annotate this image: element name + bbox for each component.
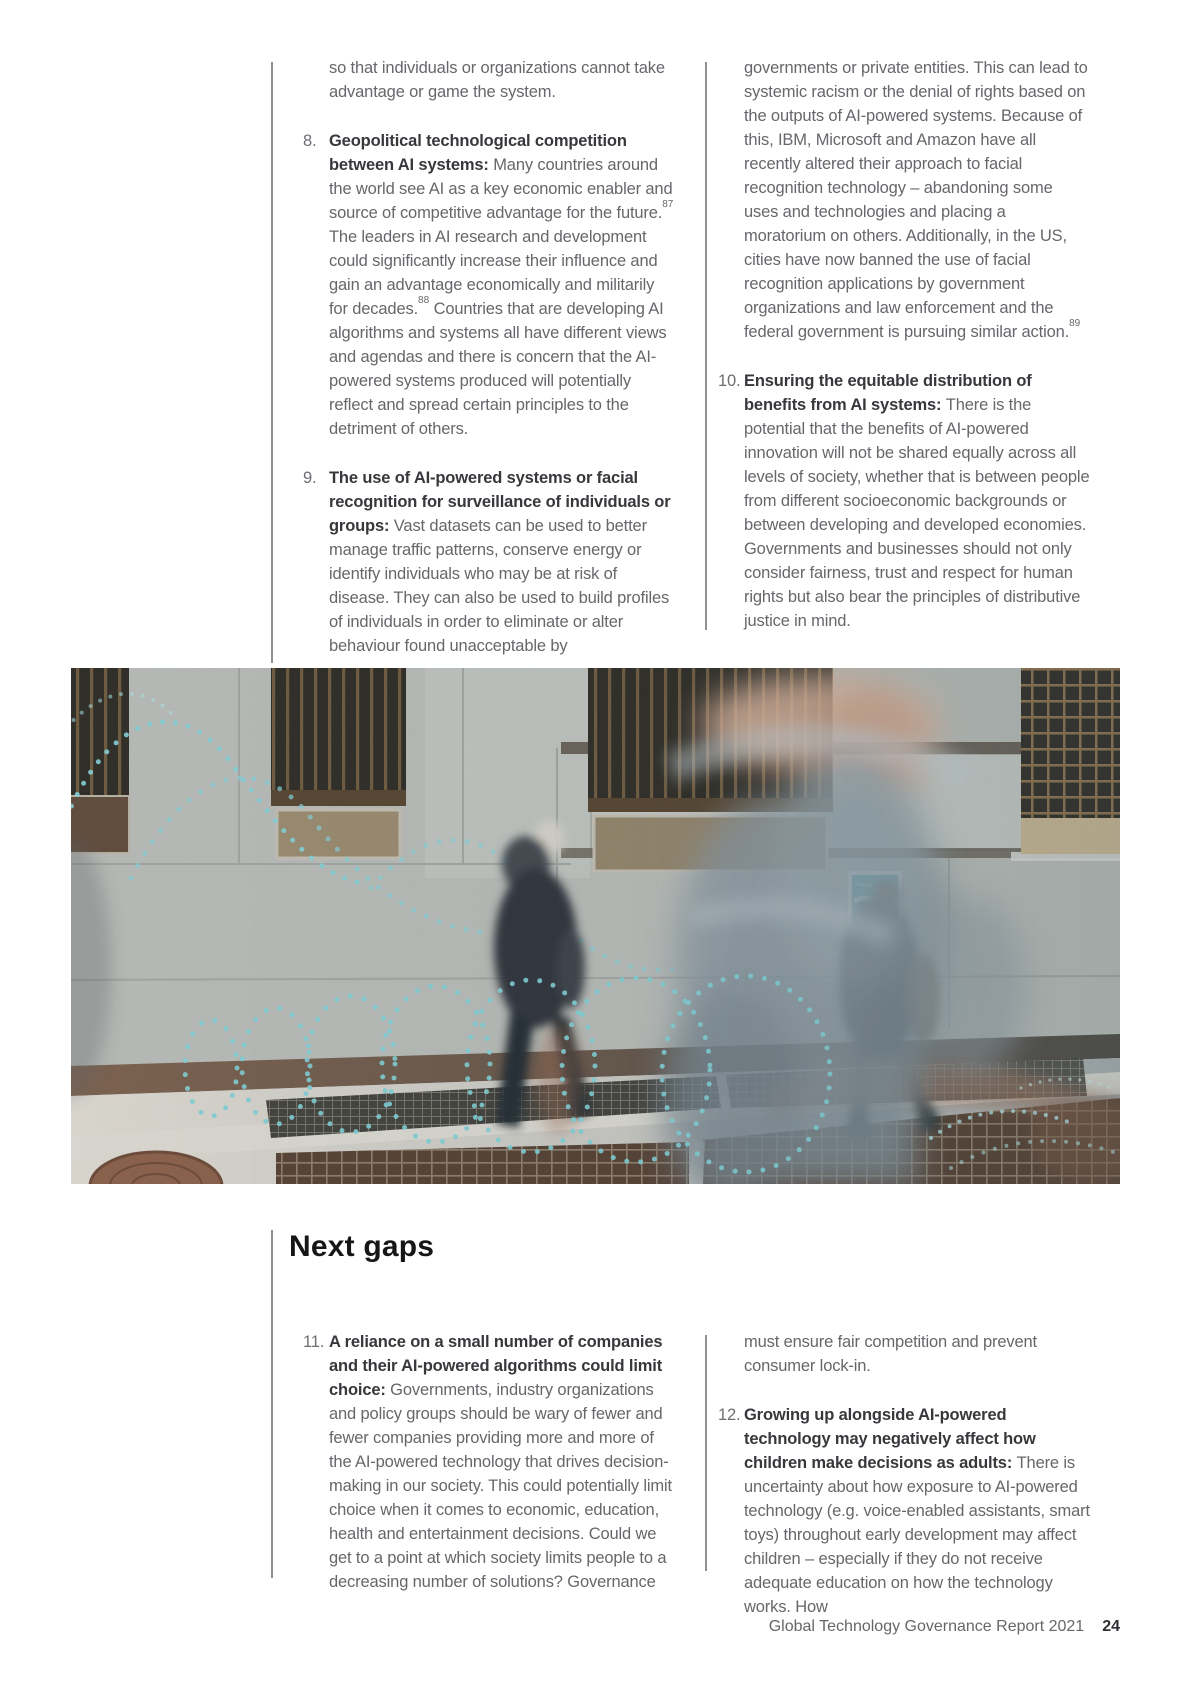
street-photo [71, 668, 1120, 1184]
bottom-left-column [303, 1330, 675, 1594]
top-right-column [718, 56, 1090, 633]
body-text: must ensure fair competition and prevent consumer lock-in. [744, 1333, 1037, 1375]
body-text: so that individuals or organizations cannot take advantage or game the system. [329, 59, 665, 101]
item-lead: Growing up alongside AI-powered technology may negatively affect how children make decisions as adults: [744, 1406, 1036, 1472]
body-text: Growing up alongside AI-powered technology may negatively affect how children make decisions as adults: There is uncertainty about how exposure to AI-powered technology (e.g. voice-enabled assistants, smart toys) throughout early development may affect children – especially if they do not receive adequate education on how the technology works. How [744, 1406, 1090, 1616]
section-heading-rule [271, 1230, 273, 1578]
body-text: Geopolitical technological competition between AI systems: Many countries around the world see AI as a key economic enabler and source of competitive advantage for the future.$^{87}$ The leaders in AI research and development could significantly increase their influence and gain an advantage economically and militarily for decades.$^{88}$ Countries that are developing AI algorithms and systems all have different views and agendas and there is concern that the AI-powered systems produced will potentially reflect and spread certain principles to the detriment of others. [329, 132, 674, 438]
footnote-reference: 87 [662, 198, 674, 210]
item-number: 8. [303, 132, 317, 150]
numbered-list-item [303, 1330, 675, 1594]
footnote-reference: 88 [418, 294, 430, 306]
section-heading: Next gaps [289, 1230, 435, 1263]
bottom-right-column [718, 1330, 1090, 1619]
column-divider-rule [705, 62, 707, 630]
top-left-column [303, 56, 675, 658]
photo-grain [71, 668, 1120, 1184]
numbered-list-item [303, 466, 675, 658]
paragraph [718, 56, 1090, 344]
numbered-list-item [718, 369, 1090, 633]
paragraph [718, 1330, 1090, 1378]
numbered-list-item [718, 1403, 1090, 1619]
item-lead: Geopolitical technological competition between AI systems: [329, 132, 627, 174]
item-lead: The use of AI-powered systems or facial recognition for surveillance of individuals or groups: [329, 469, 671, 535]
report-title: Global Technology Governance Report 2021 [768, 1618, 1085, 1635]
page-footer [600, 1617, 1120, 1637]
footnote-reference: 89 [1069, 317, 1081, 329]
paragraph [303, 56, 675, 104]
item-number: 10. [718, 372, 741, 390]
page-number: 24 [1102, 1618, 1120, 1635]
item-number: 11. [303, 1333, 325, 1351]
item-lead: Ensuring the equitable distribution of benefits from AI systems: [744, 372, 1032, 414]
body-text: governments or private entities. This can lead to systemic racism or the denial of rights based on the outputs of AI-powered systems. Because of this, IBM, Microsoft and Amazon have all recently altered their approach to facial recognition technology – abandoning some uses and technologies and placing a moratorium on others. Additionally, in the US, cities have now banned the use of facial recognition applications by government organizations and law enforcement and the federal government is pursuing similar action.$^{89}$ [744, 59, 1088, 341]
street-photo-graphic [71, 668, 1120, 1184]
column-divider-rule [705, 1335, 707, 1571]
body-text: The use of AI-powered systems or facial recognition for surveillance of individuals or groups: Vast datasets can be used to better manage traffic patterns, conserve energy or identify individuals who may be at risk of disease. They can also be used to build profiles of individuals in order to eliminate or alter behaviour found unacceptable by [329, 469, 671, 655]
body-text: A reliance on a small number of companies and their AI-powered algorithms could limit choice: Governments, industry organizations and policy groups should be wary of fewer and fewer companies providing more and more of the AI-powered technology that drives decision-making in our society. This could potentially limit choice when it comes to economic, education, health and entertainment decisions. Could we get to a point at which society limits people to a decreasing number of solutions? Governance [329, 1333, 672, 1591]
item-number: 12. [718, 1406, 741, 1424]
body-text: Ensuring the equitable distribution of benefits from AI systems: There is the potential that the benefits of AI-powered innovation will not be shared equally across all levels of society, whether that is between people from different socioeconomic backgrounds or between developing and developed economies. Governments and businesses should not only consider fairness, trust and respect for human rights but also bear the principles of distributive justice in mind. [744, 372, 1090, 630]
numbered-list-item [303, 129, 675, 441]
left-margin-rule [271, 62, 273, 663]
item-lead: A reliance on a small number of companies and their AI-powered algorithms could limit choice: [329, 1333, 663, 1399]
item-number: 9. [303, 469, 317, 487]
